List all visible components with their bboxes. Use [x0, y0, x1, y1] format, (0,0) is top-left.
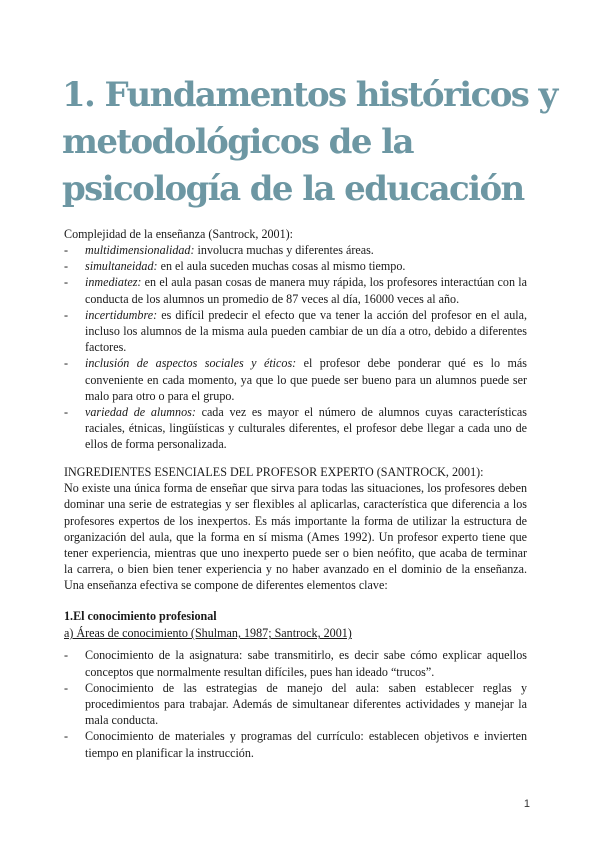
item-text: involucra muchas y diferentes áreas. [194, 243, 374, 257]
knowledge-list [64, 647, 527, 760]
item-term: simultaneidad: [85, 259, 158, 274]
item-text: es difícil predecir el efecto que va tener la acción del profesor en el aula, incluso los alumnos de la misma aula pueden cambiar de un día a otro, debido a diferentes factores. [85, 307, 527, 355]
list-item: - Conocimiento de la asignatura: sabe transmitirlo, es decir sabe cómo explicar aquellos conceptos que normalmente resultan difíciles, pues han ideado “trucos”. [64, 647, 527, 679]
item-text: en el aula pasan cosas de manera muy rápida, los profesores interactúan con la conducta de los alumnos un promedio de 87 veces al día, 16000 veces al año. [85, 275, 527, 306]
list-item: - Conocimiento de las estrategias de manejo del aula: saben establecer reglas y procedimientos para trabajar. Además de simultanear diferentes actividades y manejar la mala conducta. [64, 680, 527, 729]
ingredients-block [64, 464, 527, 594]
item-text: cada vez es mayor el número de alumnos cuyas características raciales, étnicas, lingüísticas y culturales diferentes, el profesor debe llegar a cada uno de ellos de forma personalizada. [85, 405, 527, 452]
complexity-list [64, 242, 527, 453]
item-text: el profesor debe ponderar qué es lo más conveniente en cada momento, ya que lo que puede ser bueno para un alumnos puede ser malo para otro o para el grupo. [85, 356, 527, 403]
list-item [64, 258, 527, 274]
item-text: en el aula suceden muchas cosas al mismo tiempo. [157, 259, 406, 274]
page-number: 1 [523, 798, 530, 810]
list-item [64, 242, 527, 258]
list-item [64, 404, 527, 453]
list-item [64, 274, 527, 306]
item-term: inmediatez: [85, 275, 142, 290]
list-item [64, 355, 527, 404]
page-title: 1. Fundamentos históricos y metodológicos de la psicología de la educación [62, 75, 557, 209]
list-item [64, 307, 527, 356]
ingredients-heading: INGREDIENTES ESENCIALES DEL PROFESOR EXPERTO (SANTROCK, 2001): [64, 465, 484, 479]
item-term: incertidumbre: [85, 307, 158, 322]
item-term: inclusión de aspectos sociales y éticos: [85, 356, 297, 371]
list-item: - Conocimiento de materiales y programas del currículo: establecen objetivos e invierten tiempo en planificar la instrucción. [64, 728, 527, 760]
ingredients-paragraph: No existe una única forma de enseñar que sirva para todas las situaciones, los profesores deben dominar una serie de estrategias y ser flexibles al aplicarlas, característica que diferencia a los profesores expertos de los inexpertos. Es más importante la forma de utilizar la estructura de organización del aula, que la forma en sí misma (Ames 1992). Un profesor experto tiene que tener experiencia, mientras que uno inexperto puede ser o bien neófito, que acaba de terminar la carrera, o bien bien tener experiencia y no haber avanzado en el dominio de la enseñanza. Una enseñanza efectiva se compone de diferentes elementos clave: [64, 481, 527, 593]
professional-knowledge-section [64, 608, 527, 761]
section-subheading: a) Áreas de conocimiento (Shulman, 1987; Santrock, 2001) [64, 626, 352, 641]
item-term: variedad de alumnos: [85, 405, 196, 420]
section-heading: 1.El conocimiento profesional [64, 609, 217, 623]
item-term: multidimensionalidad: [85, 243, 195, 257]
complexity-intro: Complejidad de la enseñanza (Santrock, 2001): [64, 227, 294, 241]
